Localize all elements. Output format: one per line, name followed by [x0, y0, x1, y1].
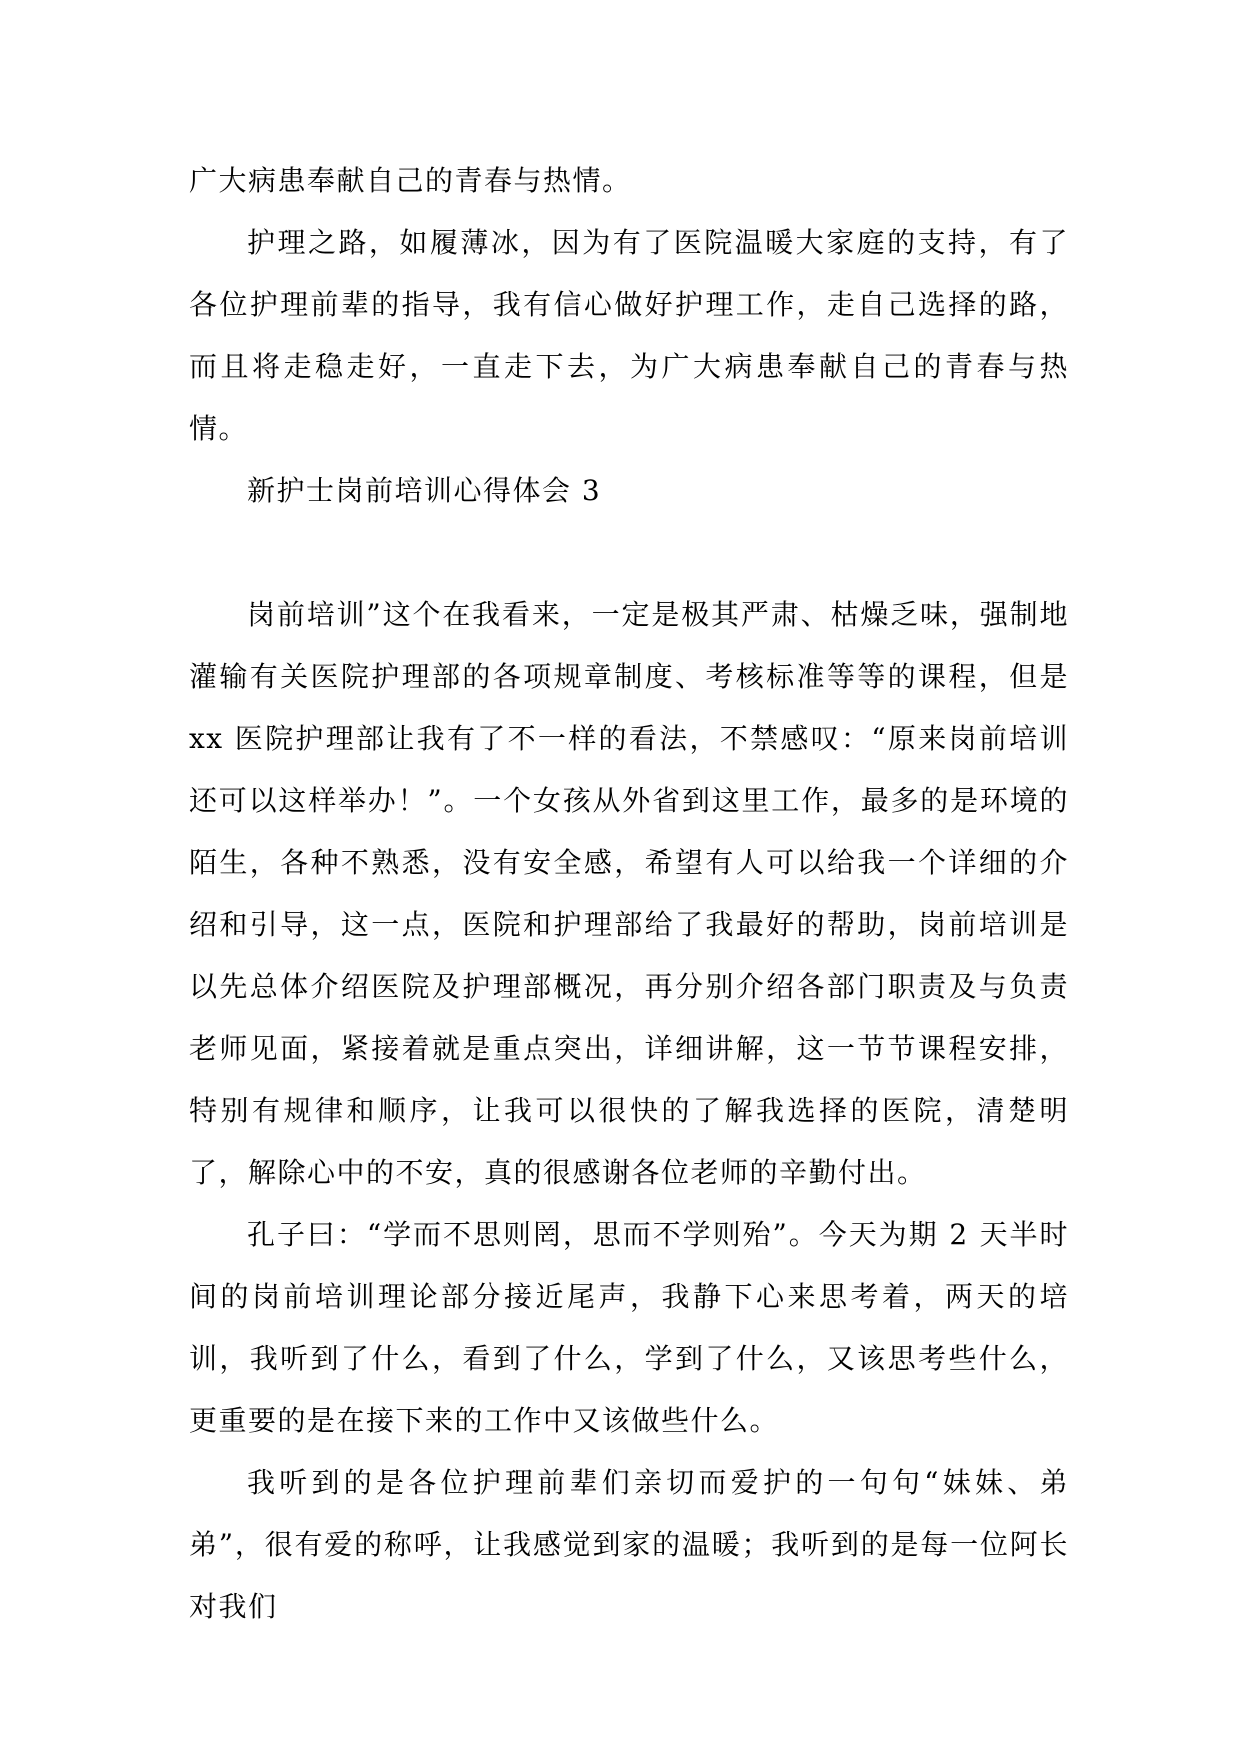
paragraph-what-i-heard: 我听到的是各位护理前辈们亲切而爱护的一句句“妹妹、弟弟”，很有爱的称呼，让我感觉到家的温暖；我听到的是每一位阿长对我们: [189, 1466, 1069, 1623]
paragraph-nursing-path: 护理之路，如履薄冰，因为有了医院温暖大家庭的支持，有了各位护理前辈的指导，我有信心做好护理工作，走自己选择的路，而且将走稳走好，一直走下去，为广大病患奉献自己的青春与热情。: [189, 226, 1069, 445]
blank-line: [189, 522, 1069, 584]
paragraph-pre-job-training: 岗前培训”这个在我看来，一定是极其严肃、枯燥乏味，强制地灌输有关医院护理部的各项规章制度、考核标准等等的课程，但是 xx 医院护理部让我有了不一样的看法，不禁感叹：“原来岗前培训还可以这样举办！”。一个女孩从外省到这里工作，最多的是环境的陌生，各种不熟悉，没有安全感，希望有人可以给我一个详细的介绍和引导，这一点，医院和护理部给了我最好的帮助，岗前培训是以先总体介绍医院及护理部概况，再分别介绍各部门职责及与负责老师见面，紧接着就是重点突出，详细讲解，这一节节课程安排，特别有规律和顺序，让我可以很快的了解我选择的医院，清楚明了，解除心中的不安，真的很感谢各位老师的辛勤付出。: [189, 598, 1069, 1189]
paragraph-confucius: 孔子曰：“学而不思则罔，思而不学则殆”。今天为期 2 天半时间的岗前培训理论部分接近尾声，我静下心来思考着，两天的培训，我听到了什么，看到了什么，学到了什么，又该思考些什么，更重要的是在接下来的工作中又该做些什么。: [189, 1218, 1069, 1437]
document-body: [189, 150, 1069, 1638]
paragraph-continuation: 广大病患奉献自己的青春与热情。: [189, 164, 632, 197]
section-heading: 新护士岗前培训心得体会 3: [247, 474, 602, 507]
